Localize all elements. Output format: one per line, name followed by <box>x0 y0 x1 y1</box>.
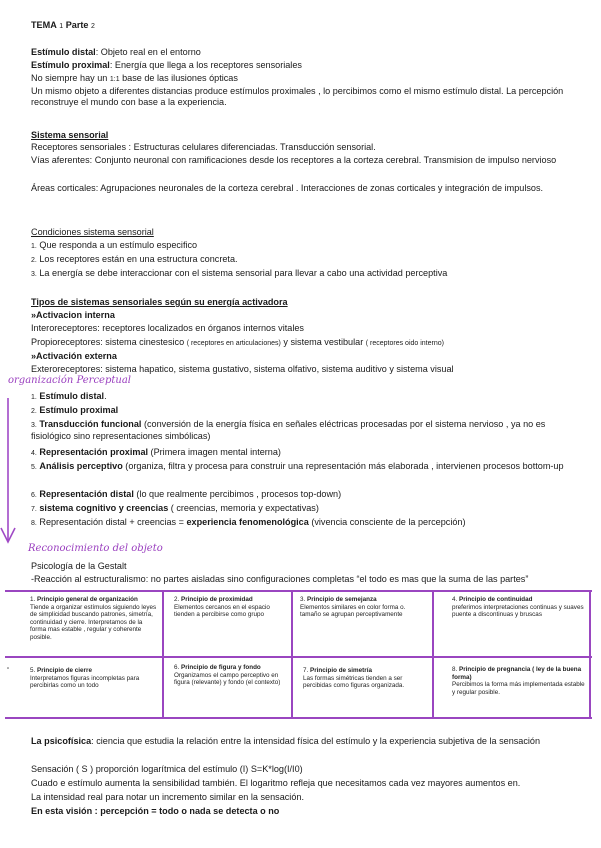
org-item: 4. Representación proximal (Primera imagen mental interna) <box>31 447 281 457</box>
org-item: 7. sistema cognitivo y creencias ( creencias, memoria y expectativas) <box>31 503 319 513</box>
principle-cell: 8. Principio de pregnancia ( ley de la buena forma) Percibimos la forma más implementada estable y regular posible. <box>452 666 585 696</box>
condicion-item: 3. La energía se debe interaccionar con el sistema sensorial para llevar a cabo una actividad perceptiva <box>31 268 448 278</box>
stimulus-paragraph: Un mismo objeto a diferentes distancias produce estímulos proximales , lo percibimos como el mismo estímulo distal. La percepción reconstruye el mundo con base a la experiencia. <box>31 86 564 107</box>
organizacion-annotation: organización Perceptual <box>8 375 131 386</box>
intensidad-line: La intensidad real para notar un incremento similar en la sensación. <box>31 792 304 802</box>
vias-aferentes-text: Vías aferentes: Conjunto neuronal con ramificaciones desde los receptores a la corteza cerebral. Transmision de impulso nervioso <box>31 155 557 165</box>
principle-cell: 3. Principio de semejanza Elementos similares en color forma o. tamaño se agrupan perceptivamente <box>300 596 406 619</box>
condicion-item: 2. Los receptores están en una estructura concreta. <box>31 254 238 264</box>
org-item: 2. Estímulo proximal <box>31 405 119 415</box>
condiciones-heading: Condiciones sistema sensorial <box>31 227 154 237</box>
page-title: TEMA 1 Parte 2 <box>31 20 95 30</box>
gestalt-reaction: -Reacción al estructuralismo: no partes aisladas sino configuraciones completas “el todo es mas que la suma de las partes” <box>31 574 529 584</box>
proximal-line: Estímulo proximal: Energía que llega a los receptores sensoriales <box>31 60 302 70</box>
org-item: 8. Representación distal + creencias = experiencia fenomenológica (vivencia consciente de la percepción) <box>31 517 466 527</box>
logaritmo-line: Cuado e estímulo aumenta la sensibilidad también. El logaritmo refleja que necesitamos cada vez mayores aumentos en. <box>31 778 521 788</box>
stray-dot <box>7 667 9 669</box>
ratio-line: No siempre hay un 1:1 base de las ilusiones ópticas <box>31 73 238 83</box>
interoreceptores-line: Interoreceptores: receptores localizados en órganos internos vitales <box>31 323 304 333</box>
exteroreceptores-line: Exteroreceptores: sistema hapatico, sistema gustativo, sistema olfativo, sistema auditivo y sistema visual <box>31 364 454 374</box>
psicofisica-definition: La psicofísica: ciencia que estudia la relación entre la intensidad física del estímulo y la experiencia subjetiva de la sensación <box>31 736 541 746</box>
sistema-heading: Sistema sensorial <box>31 130 109 140</box>
org-item: 6. Representación distal (lo que realmente percibimos , procesos top-down) <box>31 489 342 499</box>
condicion-item: 1. Que responda a un estímulo especifico <box>31 240 198 250</box>
principle-cell: 6. Principio de figura y fondo Organizamos el campo perceptivo en figura (relevante) y fondo (el contexto) <box>174 664 281 687</box>
distal-line: Estímulo distal: Objeto real en el entorno <box>31 47 201 57</box>
principle-cell: 5. Principio de cierre Interpretamos figuras incompletas para percibirlas como un todo <box>30 667 140 690</box>
org-item: 5. Análisis perceptivo (organiza, filtra y procesa para construir una representación más elaborada , intervienen procesos bottom-up <box>31 461 564 471</box>
activacion-interna: »Activacion interna <box>31 310 115 320</box>
activacion-externa: »Activación externa <box>31 351 117 361</box>
sensacion-formula: Sensación ( S ) proporción logarítmica del estímulo (I) S=K*log(I/I0) <box>31 764 303 774</box>
receptores-line: Receptores sensoriales : Estructuras celulares diferenciadas. Transducción sensorial. <box>31 142 376 152</box>
principle-cell: 7. Principio de simetría Las formas simétricas tienden a ser percibidas como figuras organizada. <box>303 667 405 690</box>
gestalt-title: Psicología de la Gestalt <box>31 561 127 571</box>
org-item: 1. Estímulo distal. <box>31 391 107 401</box>
principle-cell: 2. Principio de proximidad Elementos cercanos en el espacio tienden a percibirse como grupo <box>174 596 270 619</box>
principle-cell: 1. Principio general de organización Tiende a organizar estímulos siguiendo leyes de simplicidad buscando patrones, simetría, continuidad y cierre. Interpretamos de la forma mas estable , regular y coherente posible. <box>30 596 157 641</box>
org-item: 3. Transducción funcional (conversión de la energía física en señales eléctricas procesadas por el sistema nervioso , ya no es fisiológico sino representaciones simbólicas) <box>31 419 546 441</box>
principle-cell: 4. Principio de continuidad preferimos interpretaciones continuas y suaves puente a discontinuas y bruscas <box>452 596 584 619</box>
percepcion-vision: En esta visión : percepción = todo o nada se detecta o no <box>31 806 280 816</box>
reconocimiento-annotation: Reconocimiento del objeto <box>28 543 163 554</box>
propioreceptores-line: Propioreceptores: sistema cinestesico ( receptores en articulaciones) y sistema vestibular ( receptores oido interno) <box>31 337 444 347</box>
tipos-heading: Tipos de sistemas sensoriales según su energía activadora <box>31 297 288 307</box>
areas-corticales-text: Áreas corticales: Agrupaciones neuronales de la corteza cerebral . Interacciones de zonas corticales y integración de impulsos. <box>31 183 544 193</box>
